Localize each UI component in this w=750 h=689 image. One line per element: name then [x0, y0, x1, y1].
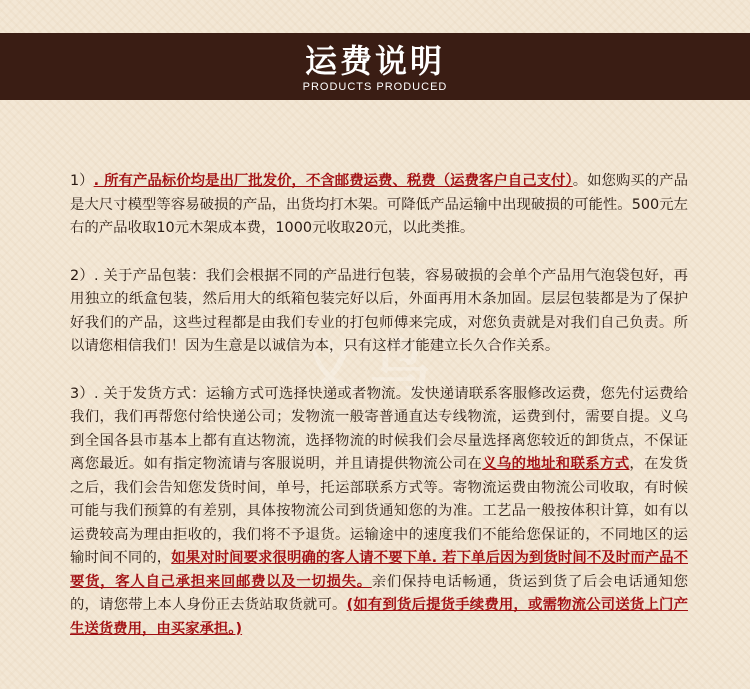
page-header — [0, 33, 750, 100]
body-text: 。如您购买的产品是大尺寸模型等容易破损的产品，出货均打木架。可降低产品运输中出现破损的可能性。500元左右的产品收取10元木架成本费，1000元收取20元，以此类推。 — [70, 173, 688, 236]
highlight-text: 如果对时间要求很明确的客人请不要下单. 若下单后因为到货时间不及时而产品不要货，客人自己承担来回邮费以及一切损失。 — [70, 550, 688, 590]
section-shipping-method — [70, 383, 688, 642]
body-text: ，在发货之后，我们会告知您发货时间，单号，托运部联系方式等。寄物流运费由物流公司收取，有时候可能与我们预算的有差别，具体按物流公司到货通知您的为准。工艺品一般按体积计算，如有以运费较高为理由拒收的，我们将不予退货。运输途中的速度我们不能给您保证的，不同地区的运输时间不同的， — [70, 456, 688, 566]
shipping-info-content — [70, 170, 688, 665]
page-title: 运费说明 — [304, 42, 445, 80]
highlight-text: (如有到货后提货手续费用，或需物流公司送货上门产生送货费用，由买家承担。) — [70, 597, 688, 637]
highlight-text: 义乌的地址和联系方式 — [482, 456, 630, 472]
page-subtitle: PRODUCTS PRODUCED — [302, 81, 448, 93]
section-product-price — [70, 170, 688, 241]
body-text: 亲们保持电话畅通，货运到货了后会电话通知您的，请您带上本人身份正去货站取货就可。 — [70, 573, 688, 613]
section-number: 1） — [70, 173, 94, 189]
watermark-text: 义乌 — [300, 333, 440, 403]
highlight-text: . 所有产品标价均是出厂批发价，不含邮费运费、税费（运费客户自己支付） — [93, 173, 573, 189]
body-text: 2）. 关于产品包装：我们会根据不同的产品进行包装，容易破损的会单个产品用气泡袋包好，再用独立的纸盒包装，然后用大的纸箱包装完好以后，外面再用木条加固。层层包装都是为了保护好我们的产品，这些过程都是由我们专业的打包师傅来完成，对您负责就是对我们自己负责。所以请您相信我们！因为生意是以诚信为本，只有这样才能建立长久合作关系。 — [70, 267, 688, 354]
section-packaging — [70, 265, 688, 359]
body-text: 3）. 关于发货方式：运输方式可选择快递或者物流。发快递请联系客服修改运费，您先付运费给我们，我们再帮您付给快递公司；发物流一般寄普通直达专线物流，运费到付，需要自提。义乌到全国各县市基本上都有直达物流，选择物流的时候我们会尽量选择离您较近的卸货点，不保证离您最近。如有指定物流请与客服说明，并且请提供物流公司在 — [70, 385, 688, 472]
